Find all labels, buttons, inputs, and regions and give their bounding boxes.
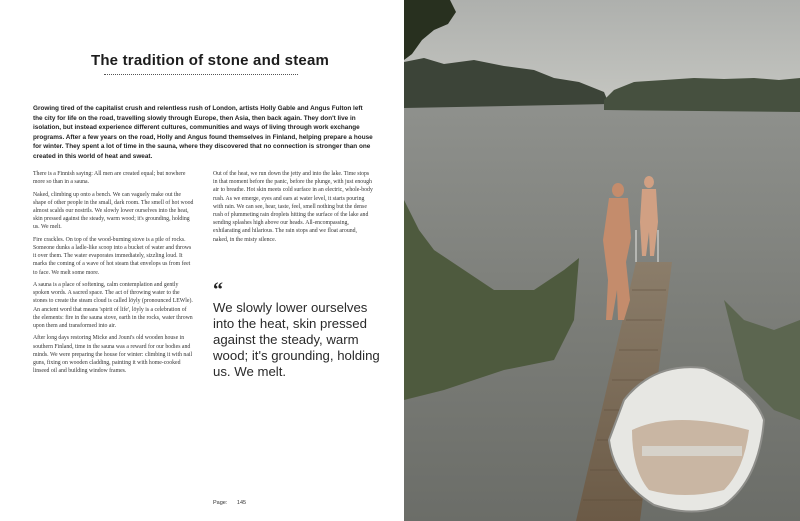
- body-paragraph: A sauna is a place of softening, calm contemplation and gently spoken words. A sacred space. The act of throwing water to the stones to create the steam cloud is called löyly (pronounced LEWle). An ancient word that means 'spirit of life', löyly is a celebration of the elements: fire in the sauna stove, earth in the rocks, water thrown upon them and transformed into air.: [33, 282, 193, 330]
- body-column-right: [213, 170, 373, 248]
- body-paragraph: After long days restoring Micke and Jouni's old wooden house in southern Finland, time in the sauna was a reward for our bodies and minds. We were preparing the house for winter: climbing it with nail guns, fixing on wooden cladding, painting it with home-cooked linseed oil and building window frames.: [33, 335, 193, 375]
- lake-jetty-photo: [404, 0, 800, 521]
- article-intro: Growing tired of the capitalist crush and relentless rush of London, artists Holly Gable and Angus Fulton left the city for life on the road, travelling slowly through Europe, then Asia, then back again. They don't live in isolation, but instead experience different cultures, communities and ways of living through work exchange programs. After a few years on the road, Holly and Angus found themselves in Finland, helping prepare a house for winter. They spent a lot of time in the sauna, where they discovered that no connection is stronger than one created in this world of heat and sweat.: [33, 105, 373, 160]
- body-column-left: [33, 170, 195, 380]
- body-paragraph: There is a Finnish saying: All men are created equal; but nowhere more so than in a sauna.: [33, 171, 186, 186]
- body-paragraph: Naked, climbing up onto a bench. We can vaguely make out the shape of other people in the small, dark room. The smell of hot wood almost scalds our nostrils. We slowly lower ourselves into the heat, skin pressed against the steady, warm wood; it's grounding, holding us. We melt.: [33, 191, 194, 231]
- body-paragraph: Out of the heat, we run down the jetty and into the lake. Time stops in that moment before the panic, before the plunge, with just enough air to breathe. Hot skin meets cold surface in an electric, whole-body rush. As we emerge, eyes and ears at water level, it starts pouring with rain. We can see, hear, taste, feel, smell nothing but the dense rush of plummeting rain droplets hitting the surface of the lake and sending splashes high above our heads. All-encompassing, exhilarating and hilarious. The rain stops and we float around, naked, in the misty silence.: [213, 171, 373, 243]
- pull-quote: We slowly lower ourselves into the heat, skin pressed against the steady, warm wood; it's grounding, holding us. We melt.: [213, 300, 380, 379]
- body-paragraph: Fire crackles. On top of the wood-burning stove is a pile of rocks. Someone dunks a ladle-like scoop into a bucket of water and throws it over them. The water evaporates immediately, sizzling loud. It marks the coming of a wave of hot steam that envelops us from feet to face. We melt some more.: [33, 236, 192, 276]
- right-treeline: [604, 78, 800, 112]
- quote-mark-icon: “: [213, 279, 223, 301]
- title-divider: [104, 74, 298, 75]
- page-label: Page:: [213, 500, 228, 506]
- page-footer: [213, 500, 246, 506]
- article-title: The tradition of stone and steam: [90, 52, 330, 70]
- page-number: 145: [236, 500, 247, 506]
